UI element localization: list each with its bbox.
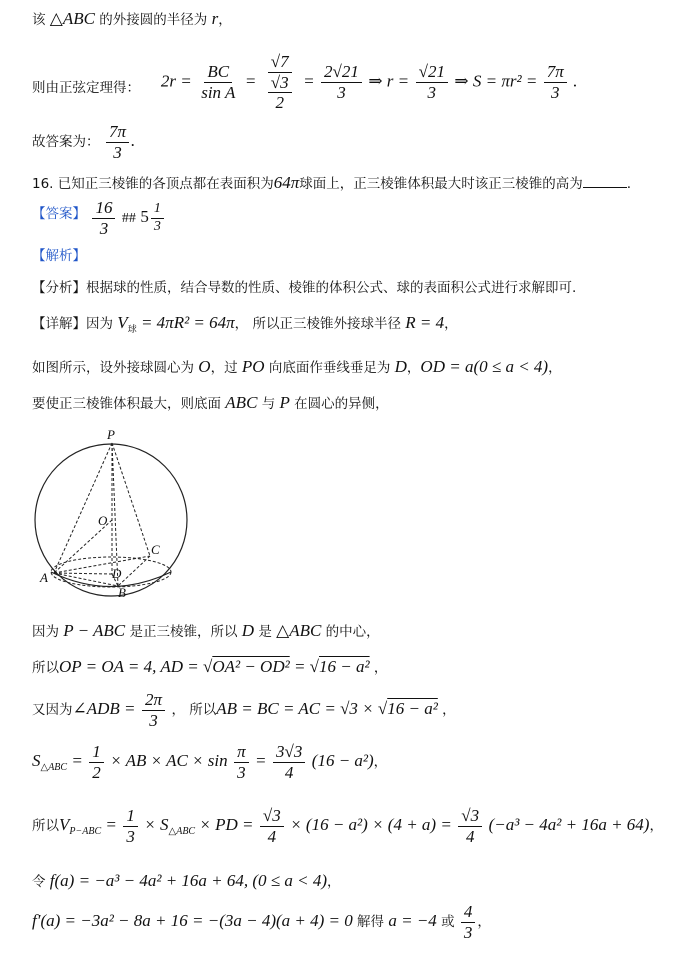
text-line-radius: 该 △ABC 的外接圆的半径为 r， [32, 9, 232, 28]
setup-line: 如图所示，设外接球圆心为 O，过 PO 向底面作垂线垂足为 D，OD = a(0 ≤ a < 4)， [32, 357, 562, 376]
analysis-label: 【解析】 [32, 248, 86, 264]
detail-line: 【详解】因为 $V_球 = 4\pi R^2 = 64\pi$， 所以正三棱锥外接球半径 R = 4， [32, 313, 458, 335]
edge-pc [112, 443, 150, 556]
edge-pb [112, 443, 118, 586]
regular-pyramid-line: 因为 P − ABC 是正三棱锥，所以 D 是 △ABC 的中心， [32, 621, 380, 640]
edge-ac [54, 556, 150, 573]
question-16: 16. 已知正三棱锥的各顶点都在表面积为64π球面上，正三棱锥体积最大时该正三棱锥的高为 . [32, 173, 632, 192]
label-a: A [40, 570, 48, 585]
base-circle [51, 557, 171, 587]
ad-length-line: 所以OP = OA = 4, AD = √OA² − OD² = √16 − a² ， [32, 657, 388, 676]
answer-line-7pi3: 故答案为： $\frac{7\pi}{3}$ . [32, 122, 136, 162]
sphere-pyramid-figure [32, 426, 202, 602]
analysis-summary: 【分析】根据球的性质，结合导数的性质、棱锥的体积公式、球的表面积公式进行求解即可. [32, 280, 577, 296]
sine-law-line: 则由正弦定理得： 2r = $\frac{BC}{\text{sin A}}$ = $\frac{√7}{\frac{√3}{2}}$ = $\frac{2√21}{3}$ ⇒ r = $\frac{√21}{3}$ ⇒ S = πr² = $\frac{7\pi}{3}$ . [32, 52, 578, 113]
base-area-line: $S_{\triangle ABC}$ = $\frac{1}{2}$ × AB × AC × sin $\frac{\pi}{3}$ = $\frac{3√3}{4}$ (16 − a²)， [32, 742, 388, 782]
edge-pa [54, 443, 112, 573]
label-o: O [98, 513, 108, 528]
segment-ad [54, 573, 112, 574]
function-def-line: 令 f(a) = −a³ − 4a² + 16a + 64, (0 ≤ a < 4)， [32, 871, 341, 890]
label-c: C [151, 542, 160, 557]
label-d: D [112, 566, 122, 581]
volume-line: 所以$V_{P-ABC}$ = $\frac{1}{3}$ × $S_{\triangle ABC}$ × PD = $\frac{√3}{4}$ × (16 − a²) × (4 + a) = $\frac{√3}{4}$ (−a³ − 4a² + 16a + 64)， [32, 806, 663, 846]
sphere-outline [35, 444, 187, 596]
side-length-line: 又因为∠ADB = $\frac{2\pi}{3}$ ， 所以AB = BC = AC = √3 × √16 − a² ， [32, 690, 456, 730]
label-b: B [118, 585, 126, 600]
label-p: P [107, 427, 115, 442]
derivative-line: f′(a) = −3a² − 8a + 16 = −(3a − 4)(a + 4) = 0 解得 a = −4 或 $\frac{4}{3}$ ， [32, 902, 491, 942]
answer-row: 【答案】 $\frac{16}{3}$ ## 5 $\frac{1}{3}$ [32, 198, 166, 238]
condition-line: 要使正三棱锥体积最大，则底面 ABC 与 P 在圆心的异侧， [32, 393, 389, 412]
